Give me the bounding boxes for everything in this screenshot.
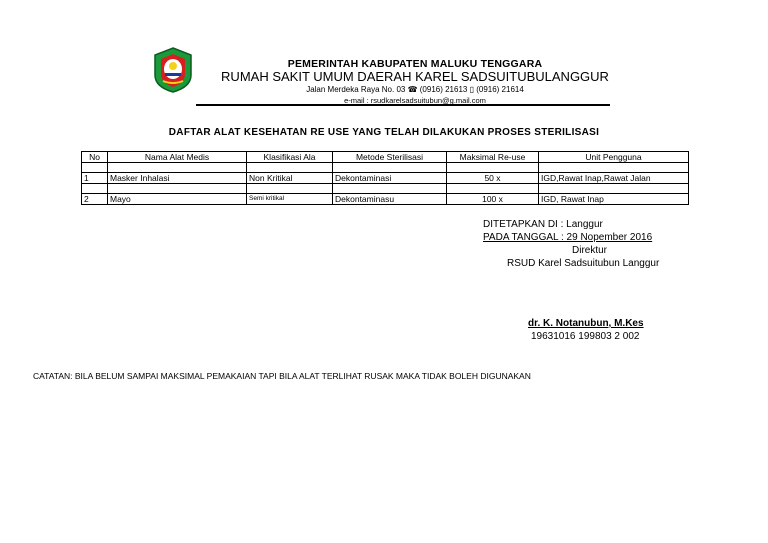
signatory-name: dr. K. Notanubun, M.Kes <box>528 318 644 329</box>
table-row <box>82 194 689 205</box>
footnote: CATATAN: BILA BELUM SAMPAI MAKSIMAL PEMAKAIAN TAPI BILA ALAT TERLIHAT RUSAK MAKA TIDAK BOLEH DIGUNAKAN <box>33 371 531 381</box>
table-row <box>82 173 689 184</box>
cell-classification: Non Kritikal <box>247 173 333 184</box>
signature-role: Direktur <box>572 245 608 256</box>
email-line: e-mail : rsudkarelsadsuitubun@g.mail.com <box>344 96 486 105</box>
header-equipment-name: Nama Alat Medis <box>108 152 247 163</box>
cell-equipment-name: Masker Inhalasi <box>108 173 247 184</box>
cell-equipment-name: Mayo <box>108 194 247 205</box>
government-header: PEMERINTAH KABUPATEN MALUKU TENGGARA <box>287 58 543 70</box>
cell-user-unit: IGD,Rawat Inap,Rawat Jalan <box>539 173 689 184</box>
table-spacer-row <box>82 163 689 173</box>
header-max-reuse: Maksimal Re-use <box>447 152 539 163</box>
cell-sterilization-method: Dekontaminasu <box>333 194 447 205</box>
header-classification: Klasifikasi Ala <box>247 152 333 163</box>
hospital-logo <box>151 47 195 93</box>
equipment-table <box>81 151 689 205</box>
document-title: DAFTAR ALAT KESEHATAN RE USE YANG TELAH DILAKUKAN PROSES STERILISASI <box>168 127 600 138</box>
cell-no: 2 <box>82 194 108 205</box>
cell-classification: Semi kritikal <box>247 194 333 205</box>
header-sterilization-method: Metode Sterilisasi <box>333 152 447 163</box>
signature-date: PADA TANGGAL : 29 Nopember 2016 <box>483 232 653 243</box>
header-divider <box>196 104 610 106</box>
cell-sterilization-method: Dekontaminasi <box>333 173 447 184</box>
cell-user-unit: IGD, Rawat Inap <box>539 194 689 205</box>
cell-max-reuse: 100 x <box>447 194 539 205</box>
signatory-nip: 19631016 199803 2 002 <box>531 331 640 342</box>
address-line: Jalan Merdeka Raya No. 03 ☎ (0916) 21613 ▯ (0916) 21614 <box>306 85 524 94</box>
hospital-name: RUMAH SAKIT UMUM DAERAH KAREL SADSUITUBULANGGUR <box>221 69 609 84</box>
table-header-row <box>82 152 689 163</box>
cell-no: 1 <box>82 173 108 184</box>
table-spacer-row <box>82 184 689 194</box>
header-no: No <box>82 152 108 163</box>
signature-place: DITETAPKAN DI : Langgur <box>483 219 603 230</box>
header-user-unit: Unit Pengguna <box>539 152 689 163</box>
cell-max-reuse: 50 x <box>447 173 539 184</box>
signature-institution: RSUD Karel Sadsuitubun Langgur <box>507 258 660 269</box>
